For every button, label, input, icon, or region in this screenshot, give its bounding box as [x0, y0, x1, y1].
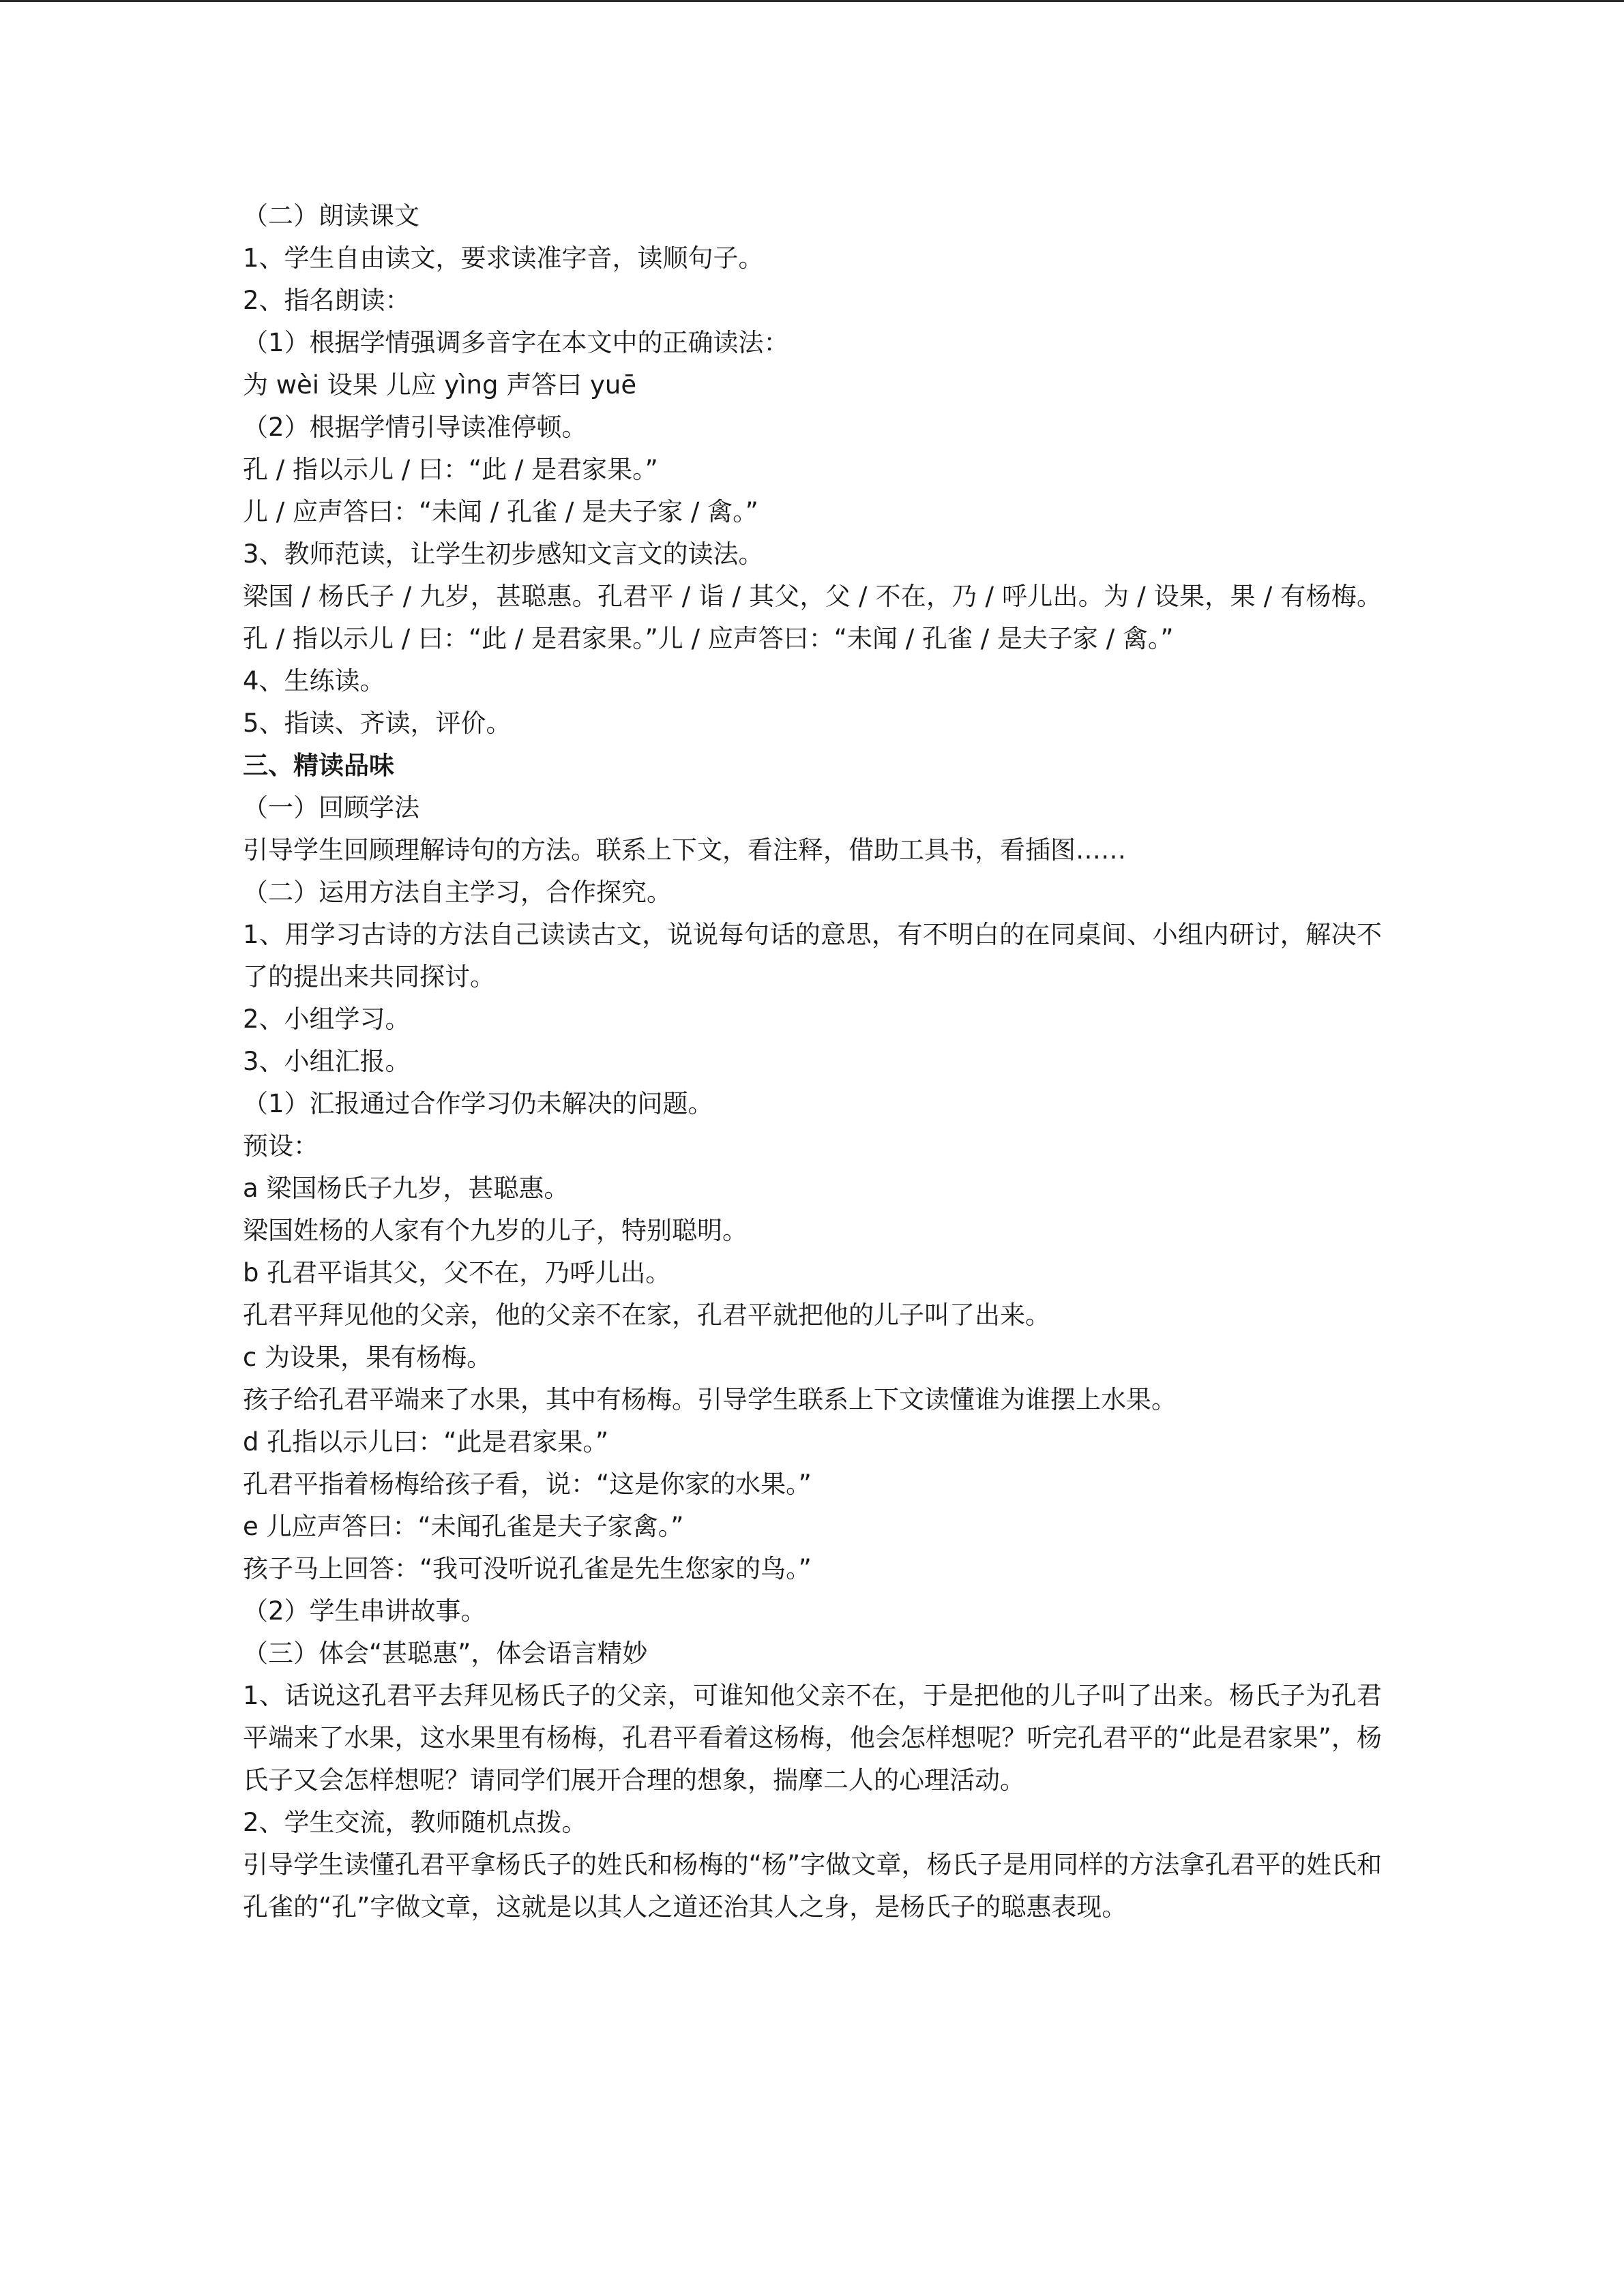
- document-body: [243, 195, 1382, 1928]
- text-line: 预设：: [243, 1131, 319, 1161]
- text-line: c 为设果，果有杨梅。: [243, 1343, 492, 1372]
- paragraph: 引导学生读懂孔君平拿杨氏子的姓氏和杨梅的“杨”字做文章，杨氏子是用同样的方法拿孔君平的姓氏和孔雀的“孔”字做文章，这就是以其人之道还治其人之身，是杨氏子的聪惠表现。: [243, 1850, 1382, 1922]
- text-line: 2、学生交流，教师随机点拨。: [243, 1808, 587, 1837]
- paragraph: 梁国 / 杨氏子 / 九岁，甚聪惠。孔君平 / 诣 / 其父，父 / 不在，乃 / 呼儿出。为 / 设果，果 / 有杨梅。孔 / 指以示儿 / 曰：“此 / 是君家果。”儿 / 应声答曰：“未闻 / 孔雀 / 是夫子家 / 禽。”: [243, 582, 1382, 653]
- text-line: 3、小组汇报。: [243, 1047, 411, 1076]
- text-line: 孩子给孔君平端来了水果，其中有杨梅。引导学生联系上下文读懂谁为谁摆上水果。: [243, 1385, 1177, 1414]
- text-line: 孩子马上回答：“我可没听说孔雀是先生您家的鸟。”: [243, 1554, 812, 1583]
- text-line: a 梁国杨氏子九岁，甚聪惠。: [243, 1174, 570, 1203]
- text-line: （三）体会“甚聪惠”，体会语言精妙: [243, 1639, 648, 1668]
- section-heading: 三、精读品味: [243, 751, 394, 780]
- text-line: （2）根据学情引导读准停顿。: [243, 413, 587, 442]
- paragraph: 1、用学习古诗的方法自己读读古文，说说每句话的意思，有不明白的在同桌间、小组内研讨，解决不了的提出来共同探讨。: [243, 920, 1382, 992]
- text-line: d 孔指以示儿曰：“此是君家果。”: [243, 1427, 609, 1457]
- text-line: （二）运用方法自主学习，合作探究。: [243, 878, 672, 907]
- text-line: 孔 / 指以示儿 / 曰：“此 / 是君家果。”: [243, 455, 658, 484]
- text-line: 1、学生自由读文，要求读准字音，读顺句子。: [243, 243, 764, 273]
- text-line: 孔君平拜见他的父亲，他的父亲不在家，孔君平就把他的儿子叫了出来。: [243, 1300, 1050, 1330]
- text-line: 引导学生回顾理解诗句的方法。联系上下文，看注释，借助工具书，看插图……: [243, 835, 1126, 865]
- text-line: （二）朗读课文: [243, 201, 419, 230]
- text-line: 5、指读、齐读，评价。: [243, 709, 512, 738]
- text-line: 梁国姓杨的人家有个九岁的儿子，特别聪明。: [243, 1216, 748, 1245]
- text-line: 孔君平指着杨梅给孩子看，说：“这是你家的水果。”: [243, 1470, 812, 1499]
- text-line: 为 wèi 设果 儿应 yìng 声答曰 yuē: [243, 370, 637, 400]
- paragraph: 1、话说这孔君平去拜见杨氏子的父亲，可谁知他父亲不在，于是把他的儿子叫了出来。杨氏子为孔君平端来了水果，这水果里有杨梅，孔君平看着这杨梅，他会怎样想呢？听完孔君平的“此是君家果”，杨氏子又会怎样想呢？请同学们展开合理的想象，揣摩二人的心理活动。: [243, 1681, 1382, 1795]
- text-line: 3、教师范读，让学生初步感知文言文的读法。: [243, 539, 764, 569]
- text-line: （1）汇报通过合作学习仍未解决的问题。: [243, 1089, 713, 1118]
- text-line: （1）根据学情强调多音字在本文中的正确读法：: [243, 328, 789, 357]
- text-line: （2）学生串讲故事。: [243, 1596, 486, 1626]
- text-line: b 孔君平诣其父，父不在，乃呼儿出。: [243, 1258, 671, 1287]
- text-line: 4、生练读。: [243, 666, 385, 696]
- text-line: 2、小组学习。: [243, 1004, 411, 1034]
- text-line: （一）回顾学法: [243, 793, 419, 822]
- text-line: e 儿应声答曰：“未闻孔雀是夫子家禽。”: [243, 1512, 684, 1541]
- text-line: 儿 / 应声答曰：“未闻 / 孔雀 / 是夫子家 / 禽。”: [243, 497, 758, 526]
- page-top-border: [0, 0, 1624, 2]
- text-line: 2、指名朗读：: [243, 286, 411, 315]
